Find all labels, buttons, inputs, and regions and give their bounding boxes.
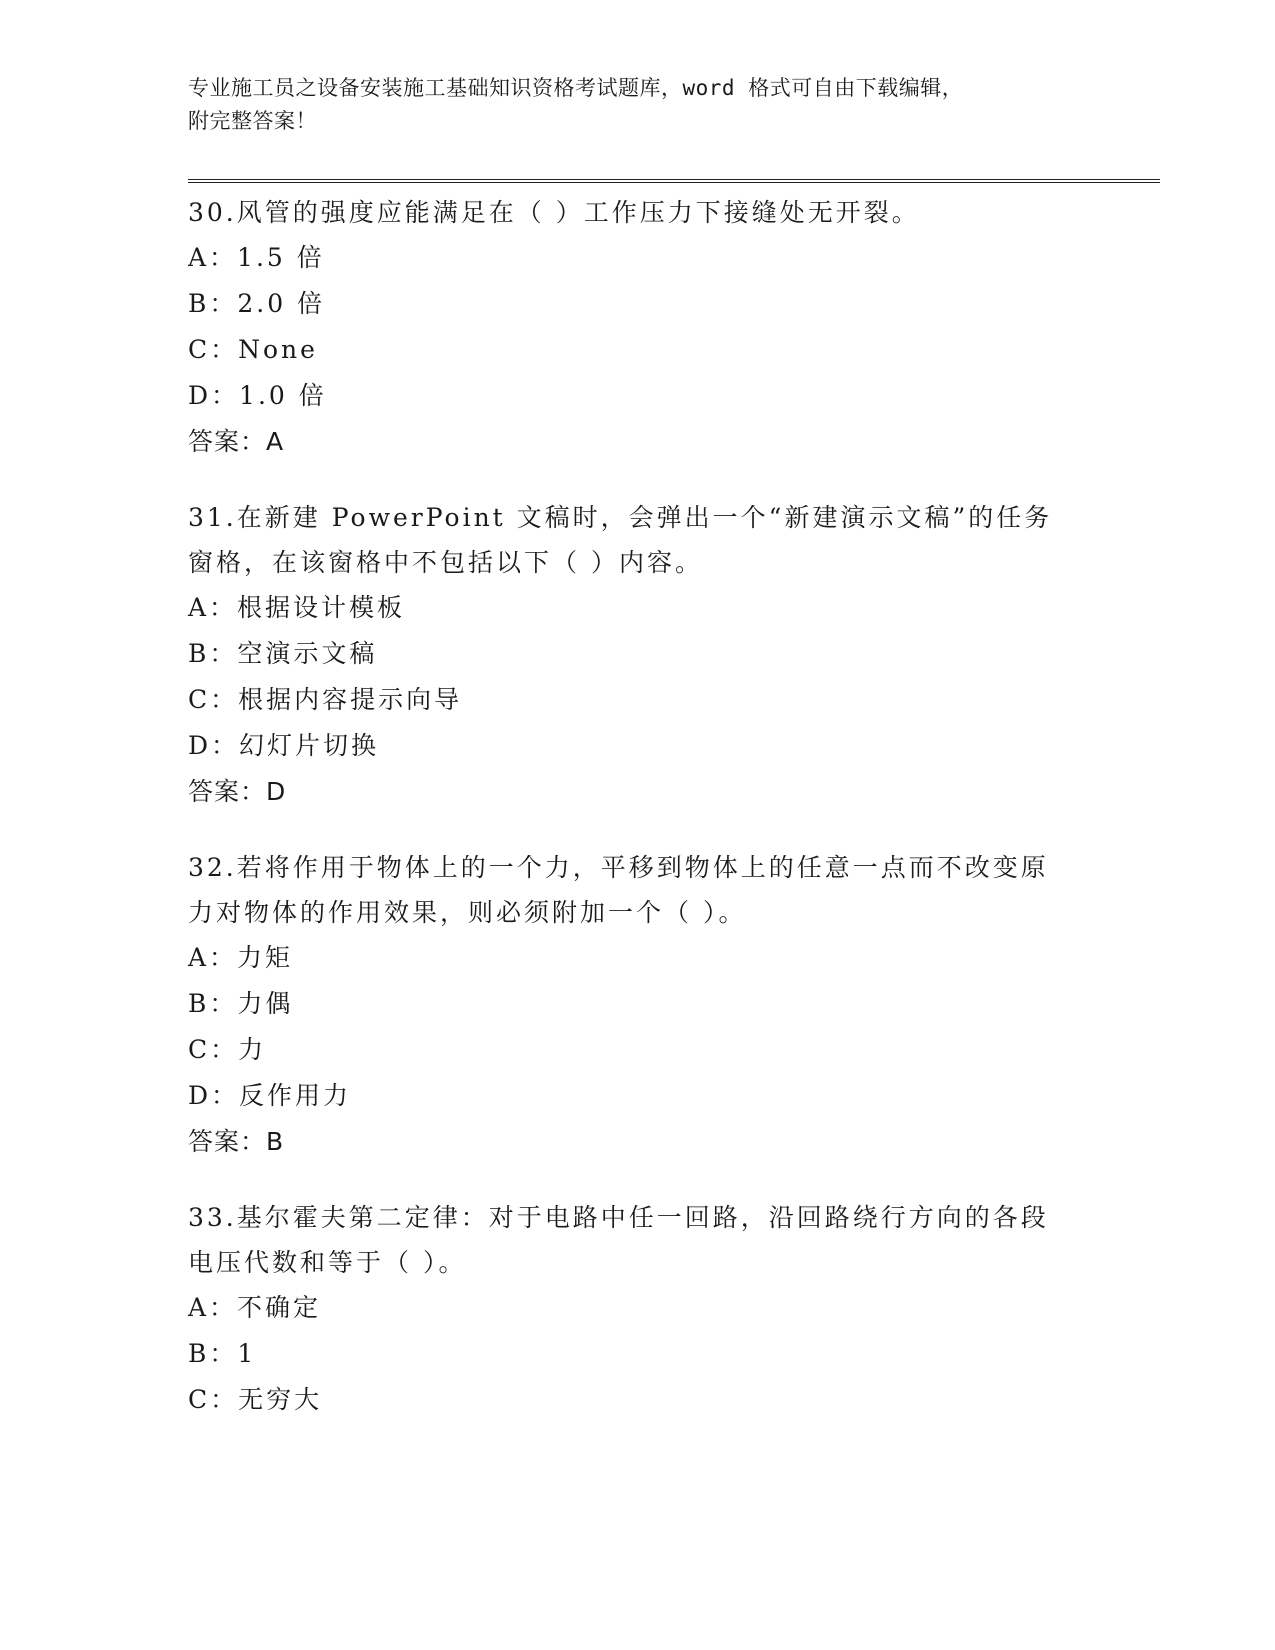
question-title-line: 30.风管的强度应能满足在（ ）工作压力下接缝处无开裂。 (188, 198, 920, 227)
question-title-line: 32.若将作用于物体上的一个力，平移到物体上的任意一点而不改变原 (188, 853, 1049, 882)
header-line-1: 专业施工员之设备安装施工基础知识资格考试题库，word 格式可自由下载编辑， (188, 76, 964, 100)
option-a: A：根据设计模板 (188, 593, 406, 622)
option-b: B：力偶 (188, 989, 294, 1018)
header-line-2: 附完整答案！ (188, 109, 317, 133)
question-33 (188, 1195, 1088, 1423)
option-c: C：力 (188, 1035, 267, 1064)
question-title-line: 31.在新建 PowerPoint 文稿时，会弹出一个“新建演示文稿”的任务 (188, 503, 1053, 532)
option-b: B：1 (188, 1339, 257, 1368)
option-d: D：1.0 倍 (188, 381, 327, 410)
question-list (188, 190, 1088, 1453)
answer-line: 答案：D (188, 777, 287, 806)
option-d: D：反作用力 (188, 1081, 352, 1110)
header-double-rule (188, 179, 1160, 183)
answer-line: 答案：B (188, 1127, 285, 1156)
document-header (188, 72, 1068, 138)
option-c: C：无穷大 (188, 1385, 323, 1414)
option-c: C：根据内容提示向导 (188, 685, 463, 714)
answer-line: 答案：A (188, 427, 285, 456)
option-d: D：幻灯片切换 (188, 731, 380, 760)
question-32 (188, 845, 1088, 1165)
question-31 (188, 495, 1088, 815)
question-30 (188, 190, 1088, 465)
question-title-line: 33.基尔霍夫第二定律：对于电路中任一回路，沿回路绕行方向的各段 (188, 1203, 1049, 1232)
question-title-line: 电压代数和等于（ ）。 (188, 1248, 467, 1277)
option-b: B：2.0 倍 (188, 289, 326, 318)
option-a: A：不确定 (188, 1293, 322, 1322)
option-a: A：力矩 (188, 943, 294, 972)
option-a: A：1.5 倍 (188, 243, 325, 272)
option-b: B：空演示文稿 (188, 639, 378, 668)
question-title-line: 力对物体的作用效果，则必须附加一个（ ）。 (188, 898, 747, 927)
question-title-line: 窗格，在该窗格中不包括以下（ ）内容。 (188, 548, 703, 577)
option-c: C：None (188, 335, 318, 364)
